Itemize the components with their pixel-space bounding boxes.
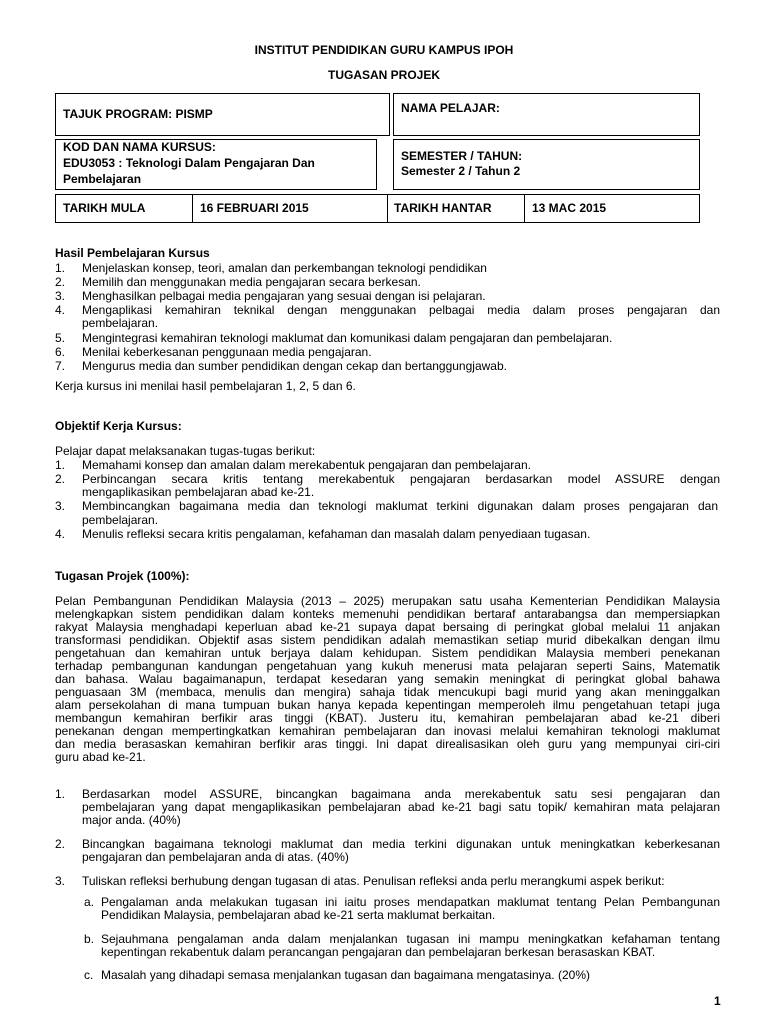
subtask-letter: c.	[84, 968, 94, 982]
outcome-text: Menghasilkan pelbagai media pengajaran yang sesuai dengan isi pelajaran.	[82, 289, 486, 303]
objective-number: 3.	[55, 499, 66, 513]
doc-type-title: TUGASAN PROJEK	[327, 68, 440, 82]
dates-row	[55, 194, 700, 223]
paragraph-line: Pelan Pembangunan Pendidikan Malaysia (2013 – 2025) merupakan satu usaha Kementerian Pendidikan Malaysia	[55, 594, 720, 608]
outcomes-heading: Hasil Pembelajaran Kursus	[55, 246, 210, 260]
task-number: 1.	[55, 787, 66, 801]
objective-text: Menulis refleksi secara kritis pengalaman, kefahaman dan masalah dalam penyediaan tugasan.	[82, 527, 591, 541]
start-date-label: TARIKH MULA	[63, 201, 146, 215]
outcome-number: 7.	[55, 359, 66, 373]
task-number: 2.	[55, 837, 66, 851]
course-name-line2: Pembelajaran	[63, 172, 142, 186]
subtask-text: kepentingan rekabentuk dalam perancangan pengajaran dan pembelajaran berkesan berasaskan KBAT.	[101, 945, 656, 959]
program-box	[55, 93, 390, 136]
paragraph-line: dan bahasa. Walau bagaimanapun, terdapat kesedaran yang semakin meningkat di peringkat global bahawa	[55, 672, 720, 686]
subtask-letter: b.	[84, 932, 95, 946]
start-date-label-cell	[56, 195, 193, 222]
paragraph-line: penguasaan 3M (membaca, menulis dan mengira) sahaja tidak mencukupi bagi murid yang akan meninggalkan	[55, 685, 720, 699]
task-text: pengajaran dan pembelajaran anda di atas. (40%)	[82, 850, 349, 864]
objective-number: 2.	[55, 472, 66, 486]
objective-text: Memahami konsep dan amalan dalam merekabentuk pengajaran dan pembelajaran.	[82, 458, 531, 472]
outcome-text: Mengurus media dan sumber pendidikan dengan cekap dan bertanggungjawab.	[82, 359, 507, 373]
subtask-text: Masalah yang dihadapi semasa menjalankan tugasan dan bagaimana mengatasinya. (20%)	[101, 968, 590, 982]
subtask-letter: a.	[84, 895, 95, 909]
paragraph-line: guru abad ke-21.	[55, 750, 146, 764]
outcome-text: Mengaplikasi kemahiran teknikal dengan menggunakan pelbagai media dalam proses pengajaran dan	[82, 303, 720, 317]
paragraph-line: membangun kemahiran berfikir aras tinggi (KBAT). Justeru itu, kemahiran pembelajaran abad ke-21 diberi	[55, 711, 720, 725]
paragraph-line: alam persekolahan di mana tumpuan bukan hanya kepada kepentingan memperoleh ilmu pengetahuan tetapi juga	[55, 698, 720, 712]
objectives-heading: Objektif Kerja Kursus:	[55, 419, 182, 433]
due-date-label: TARIKH HANTAR	[394, 201, 492, 215]
objective-text-cont: mengaplikasikan pembelajaran abad ke-21.	[82, 485, 315, 499]
paragraph-line: transformasi pendidikan. Objektif asas sistem pendidikan adalah memastikan setiap murid dibekalkan dengan ilmu	[55, 633, 720, 647]
semester-box	[393, 139, 700, 190]
outcome-text: Memilih dan menggunakan media pengajaran secara berkesan.	[82, 275, 421, 289]
outcome-number: 5.	[55, 331, 66, 345]
program-label: TAJUK PROGRAM: PISMP	[63, 107, 213, 121]
task-text: major anda. (40%)	[82, 813, 181, 827]
project-heading: Tugasan Projek (100%):	[55, 569, 190, 583]
objective-number: 4.	[55, 527, 66, 541]
due-date-label-cell	[388, 195, 525, 222]
outcome-number: 4.	[55, 303, 66, 317]
task-text: Bincangkan bagaimana teknologi maklumat dan media terkini digunakan untuk meningkatkan keberkesanan	[82, 837, 720, 851]
course-name-line1: EDU3053 : Teknologi Dalam Pengajaran Dan	[63, 156, 315, 170]
subtask-text: Pengalaman anda melakukan tugasan ini iaitu proses mendapatkan maklumat tentang Pelan Pembangunan	[101, 895, 720, 909]
outcome-number: 6.	[55, 345, 66, 359]
outcome-number: 2.	[55, 275, 66, 289]
institute-title: INSTITUT PENDIDIKAN GURU KAMPUS IPOH	[254, 43, 514, 57]
objective-number: 1.	[55, 458, 66, 472]
student-name-label: NAMA PELAJAR:	[401, 101, 500, 115]
outcome-number: 1.	[55, 261, 66, 275]
course-label: KOD DAN NAMA KURSUS:	[63, 140, 216, 154]
due-date-value-cell	[525, 195, 700, 222]
semester-value: Semester 2 / Tahun 2	[401, 164, 521, 178]
paragraph-line: melengkapkan sistem pendidikan dalam konteks memenuhi pendidikan bertaraf antarabangsa dan mempersiapkan	[55, 607, 720, 621]
semester-label: SEMESTER / TAHUN:	[401, 149, 523, 163]
outcome-text: Mengintegrasi kemahiran teknologi maklumat dan komunikasi dalam pengajaran dan pembelajaran.	[82, 331, 613, 345]
paragraph-line: rakyat Malaysia menghadapi keperluan abad ke-21 supaya dapat bersaing di peringkat global melalui 11 anjakan	[55, 620, 720, 634]
start-date-value-cell	[193, 195, 388, 222]
paragraph-line: penekanan dengan mempertingkatkan kemahiran pembelajaran dan inovasi melalui kemahiran teknologi maklumat	[55, 724, 720, 738]
objective-text: Perbincangan secara kritis tentang merekabentuk pengajaran berdasarkan model ASSURE dengan	[82, 472, 720, 486]
paragraph-line: terhadap pembangunan kandungan pengetahuan yang kukuh menerusi mata pelajaran seperti Sains, Matematik	[55, 659, 720, 673]
subtask-text: Sejauhmana pengalaman anda dalam menjalankan tugasan ini mampu meningkatkan kefahaman tentang	[101, 932, 720, 946]
paragraph-line: dan media berasaskan kemahiran berfikir aras tinggi. Ini dapat direalisasikan oleh guru yang mempunyai ciri-ciri	[55, 737, 720, 751]
task-text: Tuliskan refleksi berhubung dengan tugasan di atas. Penulisan refleksi anda perlu merangkumi aspek berikut:	[82, 874, 665, 888]
due-date-value: 13 MAC 2015	[532, 201, 607, 215]
outcome-number: 3.	[55, 289, 66, 303]
paragraph-line: pengetahuan dan kemahiran untuk berjaya dalam kehidupan. Sistem pendidikan Malaysia memberi penekanan	[55, 646, 720, 660]
outcome-text: Menilai keberkesanan penggunaan media pengajaran.	[82, 345, 372, 359]
outcome-text: Menjelaskan konsep, teori, amalan dan perkembangan teknologi pendidikan	[82, 261, 487, 275]
objectives-intro: Pelajar dapat melaksanakan tugas-tugas berikut:	[55, 444, 316, 458]
start-date-value: 16 FEBRUARI 2015	[200, 201, 309, 215]
task-number: 3.	[55, 874, 66, 888]
objective-text: Membincangkan bagaimana media dan teknologi maklumat terkini digunakan dalam proses pengajaran dan	[82, 499, 718, 513]
task-text: pembelajaran yang dapat mengaplikasikan pembelajaran abad ke-21 bagi satu topik/ kemahiran mata pelajaran	[82, 800, 720, 814]
task-text: Berdasarkan model ASSURE, bincangkan bagaimana anda merekabentuk satu sesi pengajaran dan	[82, 787, 720, 801]
subtask-text: Pendidikan Malaysia, pembelajaran abad ke-21 serta maklumat berkaitan.	[101, 908, 496, 922]
outcome-text-cont: pembelajaran.	[82, 316, 159, 330]
outcomes-note: Kerja kursus ini menilai hasil pembelajaran 1, 2, 5 dan 6.	[55, 379, 356, 393]
page-number: 1	[714, 994, 721, 1008]
student-name-box	[393, 93, 700, 136]
objective-text-cont: pembelajaran.	[82, 513, 159, 527]
course-box	[55, 139, 377, 190]
